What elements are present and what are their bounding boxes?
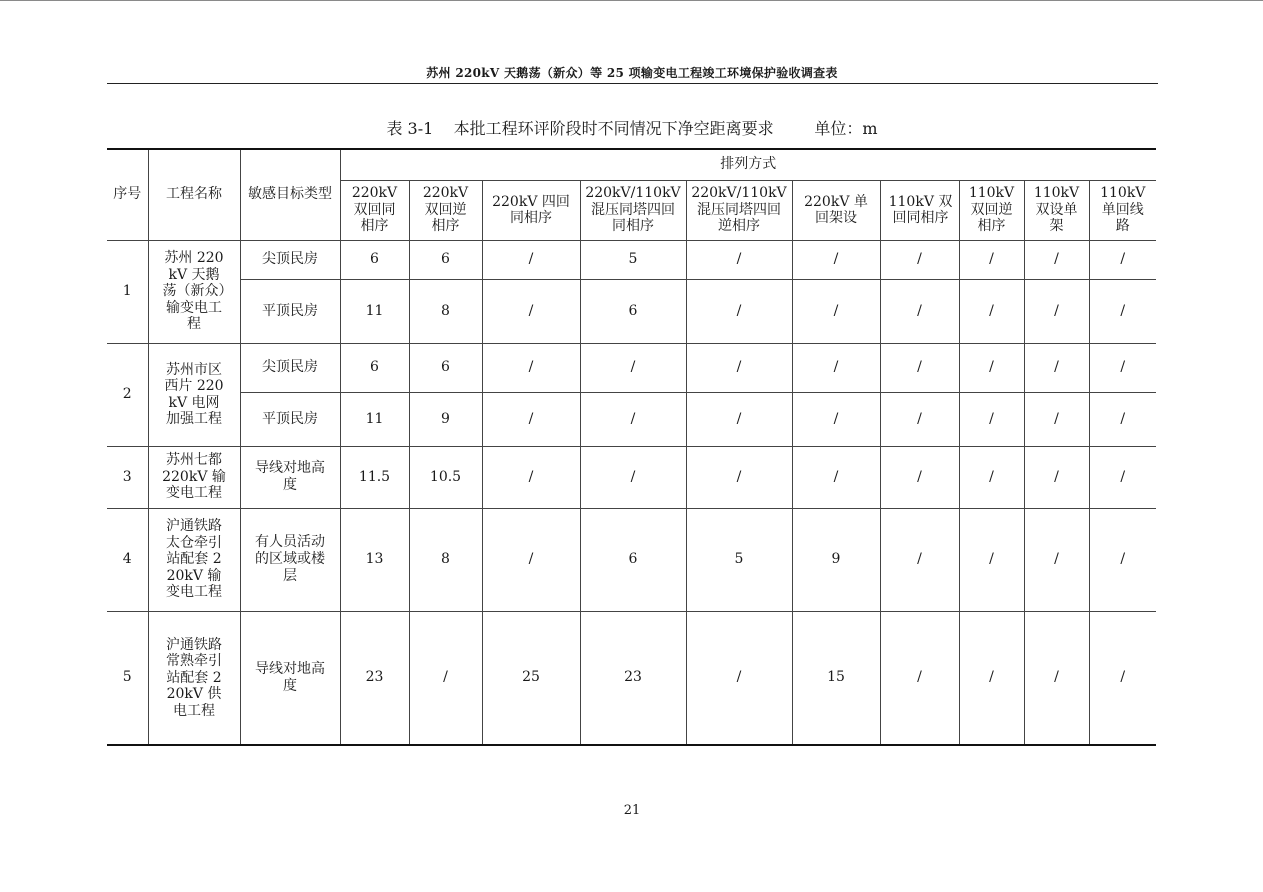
project-name: 苏州 220kV 天鹅荡（新众）输变电工程: [162, 250, 226, 333]
header-project: 工程名称: [148, 149, 240, 240]
header-col-text: 220kV 双回同相序: [351, 185, 398, 235]
seq-cell: 1: [107, 240, 148, 343]
header-col-text: 220kV/110kV 混压同塔四回同相序: [585, 185, 681, 235]
value-cell: /: [686, 392, 792, 446]
header-col-text: 220kV/110kV 混压同塔四回逆相序: [691, 185, 787, 235]
header-col-text: 110kV 双回同相序: [888, 193, 953, 226]
value-cell: 15: [792, 611, 880, 745]
value-cell: /: [959, 508, 1024, 611]
header-col: [580, 180, 686, 240]
header-col-text: 110kV 双回逆相序: [968, 185, 1015, 235]
value-cell: 10.5: [409, 446, 482, 508]
value-cell: /: [959, 240, 1024, 279]
value-cell: 6: [409, 343, 482, 392]
seq-cell: 3: [107, 446, 148, 508]
value-cell: /: [880, 611, 959, 745]
value-cell: /: [580, 343, 686, 392]
value-cell: /: [959, 279, 1024, 343]
value-cell: 6: [580, 279, 686, 343]
value-cell: /: [959, 392, 1024, 446]
clearance-table: [107, 148, 1156, 746]
table-row: [107, 508, 1156, 611]
value-cell: /: [686, 446, 792, 508]
value-cell: /: [482, 392, 580, 446]
header-col: [409, 180, 482, 240]
value-cell: /: [686, 279, 792, 343]
value-cell: /: [482, 343, 580, 392]
value-cell: /: [1089, 392, 1156, 446]
type-cell: 平顶民房: [240, 392, 340, 446]
table-row: [107, 611, 1156, 745]
project-name: 沪通铁路太仓牵引站配套 220kV 输变电工程: [166, 518, 222, 601]
value-cell: 6: [340, 240, 409, 279]
project-cell: [148, 508, 240, 611]
table-row: [107, 240, 1156, 279]
value-cell: /: [959, 343, 1024, 392]
table-caption: 表 3-1 本批工程环评阶段时不同情况下净空距离要求 单位：m: [386, 119, 878, 138]
value-cell: 9: [792, 508, 880, 611]
value-cell: /: [792, 392, 880, 446]
header-target-type: 敏感目标类型: [240, 149, 340, 240]
value-cell: 8: [409, 279, 482, 343]
value-cell: 11.5: [340, 446, 409, 508]
value-cell: /: [1024, 279, 1089, 343]
value-cell: /: [880, 508, 959, 611]
value-cell: /: [482, 279, 580, 343]
value-cell: /: [686, 343, 792, 392]
page-top-border: [0, 0, 1263, 1]
value-cell: /: [409, 611, 482, 745]
table-row: [107, 279, 1156, 343]
value-cell: /: [1024, 392, 1089, 446]
value-cell: /: [880, 392, 959, 446]
project-cell: [148, 240, 240, 343]
type-text: 有人员活动的区域或楼层: [255, 534, 325, 584]
header-col: [1089, 180, 1156, 240]
header-col: [792, 180, 880, 240]
header-seq: 序号: [107, 149, 148, 240]
table-row: [107, 392, 1156, 446]
seq-cell: 5: [107, 611, 148, 745]
type-cell: 尖顶民房: [240, 343, 340, 392]
header-col: [686, 180, 792, 240]
type-cell: [240, 446, 340, 508]
seq-cell: 2: [107, 343, 148, 446]
type-cell: [240, 611, 340, 745]
page-number: 21: [623, 803, 641, 818]
value-cell: /: [1024, 508, 1089, 611]
value-cell: /: [1089, 343, 1156, 392]
value-cell: 11: [340, 279, 409, 343]
header-col-text: 110kV 单回线路: [1100, 185, 1146, 235]
value-cell: /: [482, 508, 580, 611]
value-cell: 6: [340, 343, 409, 392]
type-cell: [240, 508, 340, 611]
project-cell: [148, 446, 240, 508]
value-cell: /: [1024, 343, 1089, 392]
value-cell: /: [686, 240, 792, 279]
value-cell: 13: [340, 508, 409, 611]
project-name: 苏州七都 220kV 输变电工程: [162, 452, 226, 502]
value-cell: /: [686, 611, 792, 745]
type-text: 导线对地高度: [255, 660, 325, 694]
value-cell: 5: [580, 240, 686, 279]
header-col: [959, 180, 1024, 240]
header-col-text: 220kV 双回逆相序: [422, 185, 469, 235]
header-col: [340, 180, 409, 240]
value-cell: /: [1024, 446, 1089, 508]
value-cell: 6: [580, 508, 686, 611]
header-rule: [107, 83, 1158, 84]
value-cell: 25: [482, 611, 580, 745]
header-col-text: 220kV 四回同相序: [492, 193, 570, 226]
header-col: [880, 180, 959, 240]
table-row: [107, 343, 1156, 392]
value-cell: 5: [686, 508, 792, 611]
value-cell: /: [482, 240, 580, 279]
value-cell: 9: [409, 392, 482, 446]
value-cell: /: [1024, 240, 1089, 279]
header-col-text: 110kV 双设单架: [1033, 185, 1080, 235]
seq-cell: 4: [107, 508, 148, 611]
value-cell: /: [1024, 611, 1089, 745]
value-cell: /: [880, 446, 959, 508]
value-cell: 23: [340, 611, 409, 745]
value-cell: /: [1089, 279, 1156, 343]
value-cell: /: [1089, 240, 1156, 279]
type-cell: 平顶民房: [240, 279, 340, 343]
table-row: [107, 446, 1156, 508]
value-cell: /: [1089, 508, 1156, 611]
value-cell: /: [959, 611, 1024, 745]
header-col-text: 220kV 单回架设: [804, 193, 868, 226]
value-cell: /: [880, 343, 959, 392]
value-cell: 8: [409, 508, 482, 611]
project-name: 苏州市区西片 220kV 电网加强工程: [164, 361, 224, 427]
project-cell: [148, 343, 240, 446]
value-cell: /: [792, 343, 880, 392]
value-cell: /: [792, 279, 880, 343]
value-cell: /: [959, 446, 1024, 508]
header-arrangement: 排列方式: [340, 149, 1156, 180]
value-cell: 11: [340, 392, 409, 446]
header-col: [1024, 180, 1089, 240]
value-cell: /: [792, 240, 880, 279]
value-cell: /: [880, 279, 959, 343]
value-cell: /: [1089, 446, 1156, 508]
value-cell: /: [1089, 611, 1156, 745]
value-cell: /: [792, 446, 880, 508]
type-text: 导线对地高度: [255, 460, 325, 493]
value-cell: /: [580, 446, 686, 508]
header-row: [107, 149, 1156, 180]
value-cell: /: [482, 446, 580, 508]
running-header: 苏州 220kV 天鹅荡（新众）等 25 项输变电工程竣工环境保护验收调查表: [426, 66, 838, 80]
type-cell: 尖顶民房: [240, 240, 340, 279]
value-cell: 23: [580, 611, 686, 745]
value-cell: 6: [409, 240, 482, 279]
value-cell: /: [880, 240, 959, 279]
value-cell: /: [580, 392, 686, 446]
header-col: [482, 180, 580, 240]
project-name: 沪通铁路常熟牵引站配套 220kV 供电工程: [166, 636, 222, 719]
project-cell: [148, 611, 240, 745]
